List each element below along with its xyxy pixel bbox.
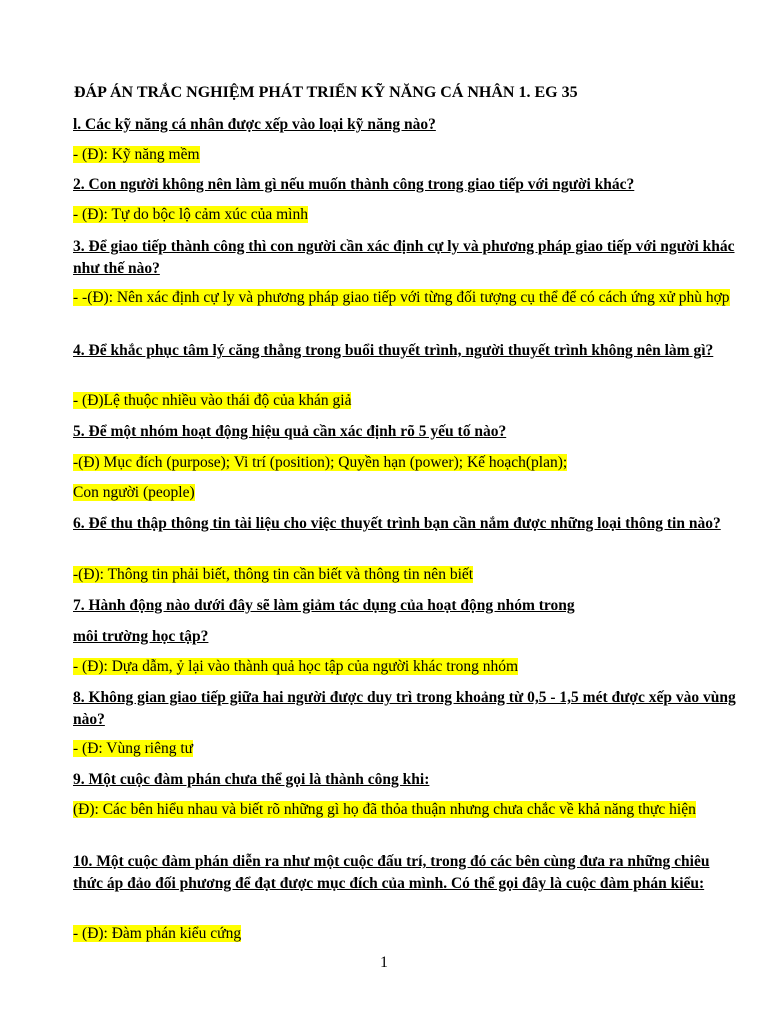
answer-4-text: - (Đ)Lệ thuộc nhiều vào thái độ của khán giả (73, 392, 352, 409)
answer-9-text: (Đ): Các bên hiểu nhau và biết rõ những gì họ đã thỏa thuận nhưng chưa chắc về khả năng thực hiện (73, 801, 696, 818)
question-7-line2: môi trường học tập? (73, 628, 209, 645)
question-10: 10. Một cuộc đàm phán diễn ra như một cuộc đấu trí, trong đó các bên cùng đưa ra những chiêu thức áp đảo đối phương để đạt được mục đích của mình. Có thể gọi đây là cuộc đàm phán kiểu: (73, 853, 710, 892)
question-4: 4. Để khắc phục tâm lý căng thẳng trong buổi thuyết trình, người thuyết trình không nên làm gì? (73, 342, 714, 359)
answer-3 (73, 287, 738, 309)
answer-1 (73, 144, 738, 166)
answer-7 (73, 656, 738, 678)
answer-5-text: -(Đ) Mục đích (purpose); Vi trí (position); Quyền hạn (power); Kế hoạch(plan); (73, 454, 568, 471)
document-title: ĐÁP ÁN TRẮC NGHIỆM PHÁT TRIỂN KỸ NĂNG CÁ NHÂN 1. EG 35 (74, 84, 578, 101)
answer-4 (73, 390, 738, 412)
question-1: l. Các kỹ năng cá nhân được xếp vào loại kỹ năng nào? (73, 116, 436, 133)
answer-3-text: - -(Đ): Nên xác định cự ly và phương pháp giao tiếp với từng đối tượng cụ thể để có cách ứng xử phù hợp (73, 289, 730, 306)
question-3: 3. Để giao tiếp thành công thì con người cần xác định cự ly và phương pháp giao tiếp với người khác như thế nào? (73, 238, 735, 277)
answer-9 (73, 799, 738, 821)
answer-1-text: - (Đ): Kỹ năng mềm (73, 146, 200, 163)
question-7: 7. Hành động nào dưới đây sẽ làm giảm tác dụng của hoạt động nhóm trong (73, 597, 575, 614)
answer-2 (73, 204, 738, 226)
answer-5-text-line2: Con người (people) (73, 484, 195, 501)
page-number: 1 (380, 954, 388, 971)
question-8: 8. Không gian giao tiếp giữa hai người được duy trì trong khoảng từ 0,5 - 1,5 mét được xếp vào vùng nào? (73, 689, 736, 728)
answer-2-text: - (Đ): Tự do bộc lộ cảm xúc của mình (73, 206, 308, 223)
answer-6 (73, 564, 738, 586)
question-5: 5. Để một nhóm hoạt động hiệu quả cần xác định rõ 5 yếu tố nào? (73, 423, 507, 440)
question-9: 9. Một cuộc đàm phán chưa thể gọi là thành công khi: (73, 771, 430, 788)
question-6: 6. Để thu thập thông tin tài liệu cho việc thuyết trình bạn cần nắm được những loại thông tin nào? (73, 515, 721, 532)
answer-6-text: -(Đ): Thông tin phải biết, thông tin cần biết và thông tin nên biết (73, 566, 474, 583)
answer-7-text: - (Đ): Dựa dẫm, ỷ lại vào thành quả học tập của người khác trong nhóm (73, 658, 519, 675)
answer-5-line2 (73, 482, 738, 504)
answer-10-text: - (Đ): Đàm phán kiểu cứng (73, 925, 242, 942)
answer-5 (73, 452, 738, 474)
answer-8 (73, 738, 738, 760)
answer-10 (73, 923, 738, 945)
answer-8-text: - (Đ: Vùng riêng tư (73, 740, 194, 757)
question-2: 2. Con người không nên làm gì nếu muốn thành công trong giao tiếp với người khác? (73, 176, 635, 193)
